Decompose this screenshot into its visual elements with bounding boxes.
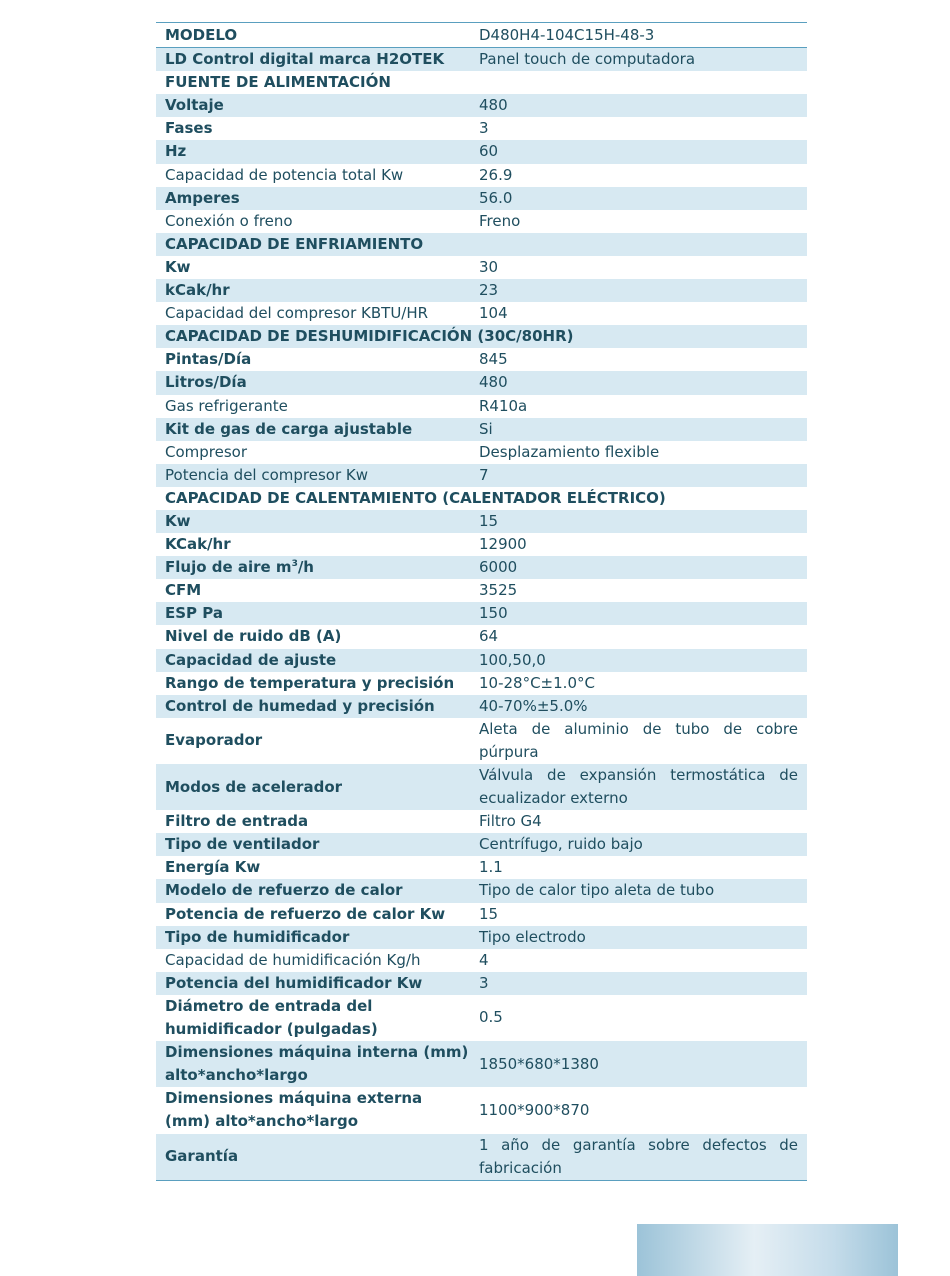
spec-label: [156, 464, 471, 487]
spec-label: [156, 71, 807, 94]
spec-label: [156, 556, 471, 579]
spec-row: [156, 718, 807, 764]
spec-label: [156, 1134, 471, 1181]
spec-label-text: Dimensiones máquina interna (mm) alto*ancho*largo: [165, 1043, 469, 1085]
spec-table-body: [156, 23, 807, 1181]
spec-label-text: Capacidad del compresor KBTU/HR: [165, 304, 429, 323]
spec-row: [156, 833, 807, 856]
spec-label-text: Pintas/Día: [165, 350, 252, 369]
spec-row: [156, 210, 807, 233]
spec-row: [156, 117, 807, 140]
spec-value: 4: [479, 950, 489, 969]
spec-row: [156, 879, 807, 902]
spec-value: 1850*680*1380: [471, 1041, 807, 1087]
spec-label: [156, 510, 471, 533]
spec-row: [156, 140, 807, 163]
spec-label-text: ESP Pa: [165, 604, 223, 623]
spec-value: 104: [479, 304, 508, 323]
spec-label: [156, 418, 471, 441]
spec-value: Aleta de aluminio de tubo de cobre púrpura: [479, 719, 798, 761]
spec-label-text: Potencia de refuerzo de calor Kw: [165, 904, 446, 923]
spec-label: [156, 995, 471, 1041]
spec-label: [156, 926, 471, 949]
spec-label: [156, 279, 471, 302]
spec-label-text: Diámetro de entrada del humidificador (pulgadas): [165, 996, 378, 1039]
spec-value: 15: [471, 510, 807, 533]
spec-label: [156, 441, 471, 464]
spec-label: [156, 810, 471, 833]
spec-label: [156, 1041, 471, 1087]
header-row: [156, 23, 807, 48]
spec-value: 845: [479, 350, 508, 369]
spec-label: [156, 718, 471, 764]
spec-value: 3: [471, 972, 807, 995]
spec-label-text: Fases: [165, 119, 213, 138]
spec-label: [156, 972, 471, 995]
spec-label: [156, 395, 471, 418]
spec-label-text: Capacidad de humidificación Kg/h: [165, 950, 421, 969]
spec-label: [156, 764, 471, 810]
spec-label-text: Potencia del humidificador Kw: [165, 973, 423, 992]
spec-value: Desplazamiento flexible: [479, 442, 660, 461]
spec-label: [156, 672, 471, 695]
spec-label: [156, 579, 471, 602]
spec-row: [156, 164, 807, 187]
spec-label: [156, 833, 471, 856]
spec-value: 30: [479, 257, 499, 276]
spec-label-text: Conexión o freno: [165, 211, 293, 230]
spec-label-text: Nivel de ruido dB (A): [165, 627, 342, 646]
superscript: 3: [291, 559, 298, 570]
spec-row: [156, 856, 807, 879]
spec-label-text: Garantía: [165, 1147, 239, 1166]
spec-row: [156, 395, 807, 418]
spec-label: [156, 695, 471, 718]
section-row: [156, 71, 807, 94]
spec-label: [156, 487, 807, 510]
spec-value: 10-28°C±1.0°C: [479, 673, 595, 692]
spec-row: [156, 510, 807, 533]
spec-value: 150: [471, 602, 807, 625]
spec-row: [156, 764, 807, 810]
spec-label: [156, 233, 807, 256]
spec-value: 1 año de garantía sobre defectos de fabricación: [471, 1134, 807, 1181]
spec-label-suffix: /h: [297, 558, 314, 577]
spec-value: 64: [479, 627, 499, 646]
section-row: [156, 487, 807, 510]
spec-label: [156, 879, 471, 902]
spec-row: [156, 579, 807, 602]
spec-label: [156, 117, 471, 140]
spec-label: [156, 949, 471, 972]
spec-row: [156, 441, 807, 464]
spec-label-text: Capacidad de potencia total Kw: [165, 165, 404, 184]
spec-label-text: Hz: [165, 142, 187, 161]
spec-label: [156, 48, 471, 72]
spec-row: [156, 602, 807, 625]
spec-label-text: Tipo de humidificador: [165, 927, 350, 946]
spec-label-text: MODELO: [165, 26, 238, 44]
spec-label-text: KCak/hr: [165, 535, 231, 554]
spec-row: [156, 1087, 807, 1133]
spec-label-text: Tipo de ventilador: [165, 835, 320, 854]
spec-value: 480: [471, 94, 807, 117]
spec-label: [156, 256, 471, 279]
spec-label-text: Control de humedad y precisión: [165, 696, 435, 715]
spec-value: 56.0: [471, 187, 807, 210]
spec-value: Tipo electrodo: [471, 926, 807, 949]
spec-row: [156, 418, 807, 441]
spec-label: [156, 140, 471, 163]
spec-value: Tipo de calor tipo aleta de tubo: [471, 879, 807, 902]
spec-value: 15: [479, 904, 499, 923]
spec-label-text: Kw: [165, 257, 191, 276]
spec-label-text: Amperes: [165, 188, 240, 207]
spec-value: Centrífugo, ruido bajo: [471, 833, 807, 856]
spec-value: Válvula de expansión termostática de ecualizador externo: [471, 764, 807, 810]
spec-row: [156, 672, 807, 695]
spec-value: 480: [471, 371, 807, 394]
spec-value: Si: [471, 418, 807, 441]
spec-label: [156, 348, 471, 371]
spec-row: [156, 625, 807, 648]
spec-row: [156, 187, 807, 210]
spec-label-text: Potencia del compresor Kw: [165, 465, 369, 484]
spec-value: 100,50,0: [471, 649, 807, 672]
spec-value: 6000: [471, 556, 807, 579]
spec-row: [156, 256, 807, 279]
spec-row: [156, 995, 807, 1041]
spec-label: [156, 533, 471, 556]
spec-label: [156, 164, 471, 187]
spec-label: [156, 856, 471, 879]
spec-row: [156, 810, 807, 833]
spec-label-text: Filtro de entrada: [165, 812, 309, 831]
spec-value: 7: [471, 464, 807, 487]
spec-row: [156, 903, 807, 926]
spec-label: [156, 371, 471, 394]
spec-label: [156, 23, 471, 48]
spec-value: 60: [471, 140, 807, 163]
section-title: CAPACIDAD DE DESHUMIDIFICACIÓN (30C/80HR): [165, 327, 574, 346]
spec-row: [156, 533, 807, 556]
spec-row: [156, 1041, 807, 1087]
spec-row: [156, 649, 807, 672]
spec-value: D480H4-104C15H-48-3: [471, 23, 807, 48]
spec-value: 26.9: [479, 165, 513, 184]
spec-value: 0.5: [479, 1008, 503, 1027]
spec-row: [156, 48, 807, 72]
spec-table: [156, 22, 807, 1181]
spec-row: [156, 279, 807, 302]
spec-label-text: Gas refrigerante: [165, 396, 288, 415]
section-row: [156, 233, 807, 256]
spec-row: [156, 1134, 807, 1181]
spec-value: 3525: [479, 581, 518, 600]
spec-value: 1100*900*870: [479, 1100, 590, 1119]
spec-label-text: Modelo de refuerzo de calor: [165, 881, 403, 900]
spec-label: [156, 649, 471, 672]
section-title: FUENTE DE ALIMENTACIÓN: [165, 73, 391, 92]
spec-label-text: Litros/Día: [165, 373, 247, 392]
spec-row: [156, 926, 807, 949]
section-title: CAPACIDAD DE ENFRIAMIENTO: [165, 234, 424, 253]
spec-label-text: Energía Kw: [165, 858, 261, 877]
section-title: CAPACIDAD DE CALENTAMIENTO (CALENTADOR ELÉCTRICO): [165, 488, 666, 507]
spec-label-text: Flujo de aire m: [165, 558, 292, 577]
spec-value: 12900: [479, 535, 527, 554]
spec-row: [156, 464, 807, 487]
spec-row: [156, 695, 807, 718]
spec-label-text: CFM: [165, 581, 202, 600]
spec-label: [156, 602, 471, 625]
footer-decorative-band: [637, 1224, 898, 1276]
spec-label-text: Kw: [165, 511, 191, 530]
spec-label: [156, 625, 471, 648]
spec-row: [156, 556, 807, 579]
spec-value: 1.1: [479, 858, 503, 877]
spec-label-text: Rango de temperatura y precisión: [165, 673, 455, 692]
spec-row: [156, 949, 807, 972]
spec-label: [156, 1087, 471, 1133]
spec-label-text: Capacidad de ajuste: [165, 650, 337, 669]
section-row: [156, 325, 807, 348]
spec-value: R410a: [479, 396, 528, 415]
spec-label: [156, 302, 471, 325]
spec-value: Filtro G4: [479, 812, 542, 831]
spec-value: 3: [479, 119, 489, 138]
spec-label: [156, 210, 471, 233]
spec-label-text: Dimensiones máquina externa (mm) alto*ancho*largo: [165, 1089, 423, 1131]
spec-label-text: Voltaje: [165, 96, 224, 115]
spec-row: [156, 972, 807, 995]
spec-label-text: Evaporador: [165, 731, 263, 750]
spec-row: [156, 302, 807, 325]
spec-value: 23: [471, 279, 807, 302]
spec-label: [156, 325, 807, 348]
spec-label-text: Modos de acelerador: [165, 777, 343, 796]
spec-label-text: kCak/hr: [165, 281, 230, 300]
spec-label-text: LD Control digital marca H2OTEK: [165, 50, 445, 69]
spec-label: [156, 903, 471, 926]
spec-row: [156, 94, 807, 117]
spec-value: Panel touch de computadora: [471, 48, 807, 72]
spec-label-text: Compresor: [165, 442, 248, 461]
spec-value: 40-70%±5.0%: [471, 695, 807, 718]
spec-label-text: Kit de gas de carga ajustable: [165, 419, 413, 438]
spec-value: Freno: [479, 211, 521, 230]
spec-label: [156, 94, 471, 117]
spec-row: [156, 371, 807, 394]
spec-row: [156, 348, 807, 371]
spec-label: [156, 187, 471, 210]
